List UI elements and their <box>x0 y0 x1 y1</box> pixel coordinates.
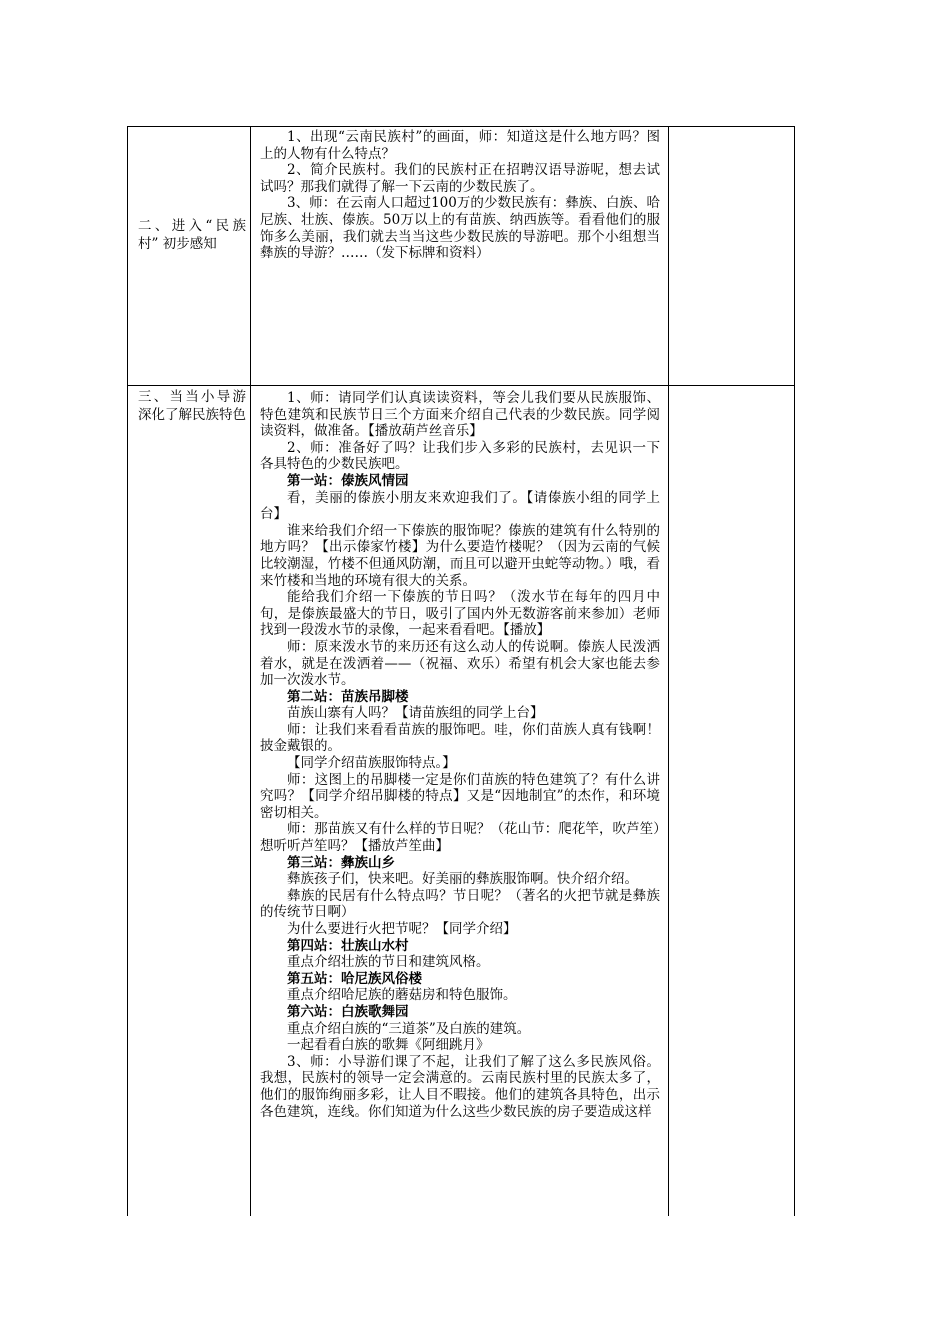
paragraph: 为什么要进行火把节呢？【同学介绍】 <box>287 921 517 937</box>
paragraph: 彝族孩子们，快来吧。好美丽的彝族服饰啊。快介绍介绍。 <box>287 871 638 888</box>
paragraph: 重点介绍白族的“三道茶”及白族的建筑。 <box>287 1020 531 1037</box>
paragraph: 重点介绍壮族的节日和建筑风格。 <box>287 954 490 971</box>
paragraph: 重点介绍哈尼族的蘑菇房和特色服饰。 <box>287 987 517 1004</box>
row-divider <box>128 385 794 386</box>
section-heading: 第四站：壮族山水村 <box>287 937 409 954</box>
paragraph: 师：这图上的吊脚楼一定是你们苗族的特色建筑了？有什么讲究吗？【同学介绍吊脚楼的特点】又是“因地制宜”的杰作，和环境密切相关。 <box>260 771 660 821</box>
paragraph: 师：那苗族又有什么样的节日呢？（花山节：爬花竿，吹芦笙）想听听芦笙吗？【播放芦笙曲】 <box>260 821 660 855</box>
paragraph: 2、师：准备好了吗？让我们步入多彩的民族村，去见识一下各具特色的少数民族吧。 <box>260 439 660 473</box>
paragraph: 师：原来泼水节的来历还有这么动人的传说啊。傣族人民泼洒着水，就是在泼洒着——（祝福、欢乐）希望有机会大家也能去参加一次泼水节。 <box>260 638 660 689</box>
section-heading: 第六站：白族歌舞园 <box>287 1003 409 1020</box>
lesson-plan-table <box>127 126 795 1216</box>
column-divider-left <box>250 127 251 1216</box>
section-heading: 第三站：彝族山乡 <box>287 854 395 871</box>
paragraph: 一起看看白族的歌舞《阿细跳月》 <box>287 1037 490 1054</box>
paragraph: 【同学介绍苗族服饰特点。】 <box>287 755 456 772</box>
paragraph: 3、师：小导游们课了不起，让我们了解了这么多民族风俗。我想，民族村的领导一定会满意的。云南民族村里的民族太多了，他们的服饰绚丽多彩，让人目不暇接。他们的建筑各具特色，出示各色建筑，连线。你们知道为什么这些少数民族的房子要造成这样 <box>260 1053 660 1120</box>
paragraph: 苗族山寨有人吗？【请苗族组的同学上台】 <box>287 705 544 722</box>
row1-content <box>260 129 660 262</box>
row2-label: 三、当当小导游 深化了解民族特色 <box>138 389 246 423</box>
column-divider-right <box>668 127 669 1216</box>
paragraph: 能给我们介绍一下傣族的节日吗？（泼水节在每年的四月中旬，是傣族最盛大的节日，吸引了国内外无数游客前来参加）老师找到一段泼水节的录像，一起来看看吧。【播放】 <box>260 589 660 639</box>
paragraph: 1、出现“云南民族村”的画面，师：知道这是什么地方吗？图上的人物有什么特点？ <box>260 129 660 162</box>
paragraph: 谁来给我们介绍一下傣族的服饰呢？傣族的建筑有什么特别的地方吗？【出示傣家竹楼】为什么要造竹楼呢？（因为云南的气候比较潮湿，竹楼不但通风防潮，而且可以避开虫蛇等动物。）哦，看来竹楼和当地的环境有很大的关系。 <box>260 522 660 589</box>
paragraph: 看，美丽的傣族小朋友来欢迎我们了。【请傣族小组的同学上台】 <box>260 489 660 523</box>
section-heading: 第五站：哈尼族风俗楼 <box>287 970 422 987</box>
row2-content <box>260 390 660 1120</box>
paragraph: 2、简介民族村。我们的民族村正在招聘汉语导游呢，想去试试吗？那我们就得了解一下云南的少数民族了。 <box>260 162 660 195</box>
paragraph: 1、师：请同学们认真读读资料，等会儿我们要从民族服饰、特色建筑和民族节日三个方面来介绍自己代表的少数民族。同学阅读资料，做准备。【播放葫芦丝音乐】 <box>260 390 660 440</box>
paragraph: 彝族的民居有什么特点吗？节日呢？（著名的火把节就是彝族的传统节日啊） <box>260 887 660 921</box>
section-heading: 第二站：苗族吊脚楼 <box>287 688 409 705</box>
paragraph: 3、师：在云南人口超过100万的少数民族有：彝族、白族、哈尼族、壮族、傣族。50万以上的有苗族、纳西族等。看看他们的服饰多么美丽，我们就去当当这些少数民族的导游吧。那个小组想当彝族的导游？……（发下标牌和资料） <box>260 195 660 262</box>
section-heading: 第一站：傣族风情园 <box>287 472 409 489</box>
paragraph: 师：让我们来看看苗族的服饰吧。哇，你们苗族人真有钱啊！披金戴银的。 <box>260 721 660 755</box>
row1-label: 二、进入“民族村” 初步感知 <box>138 218 246 252</box>
